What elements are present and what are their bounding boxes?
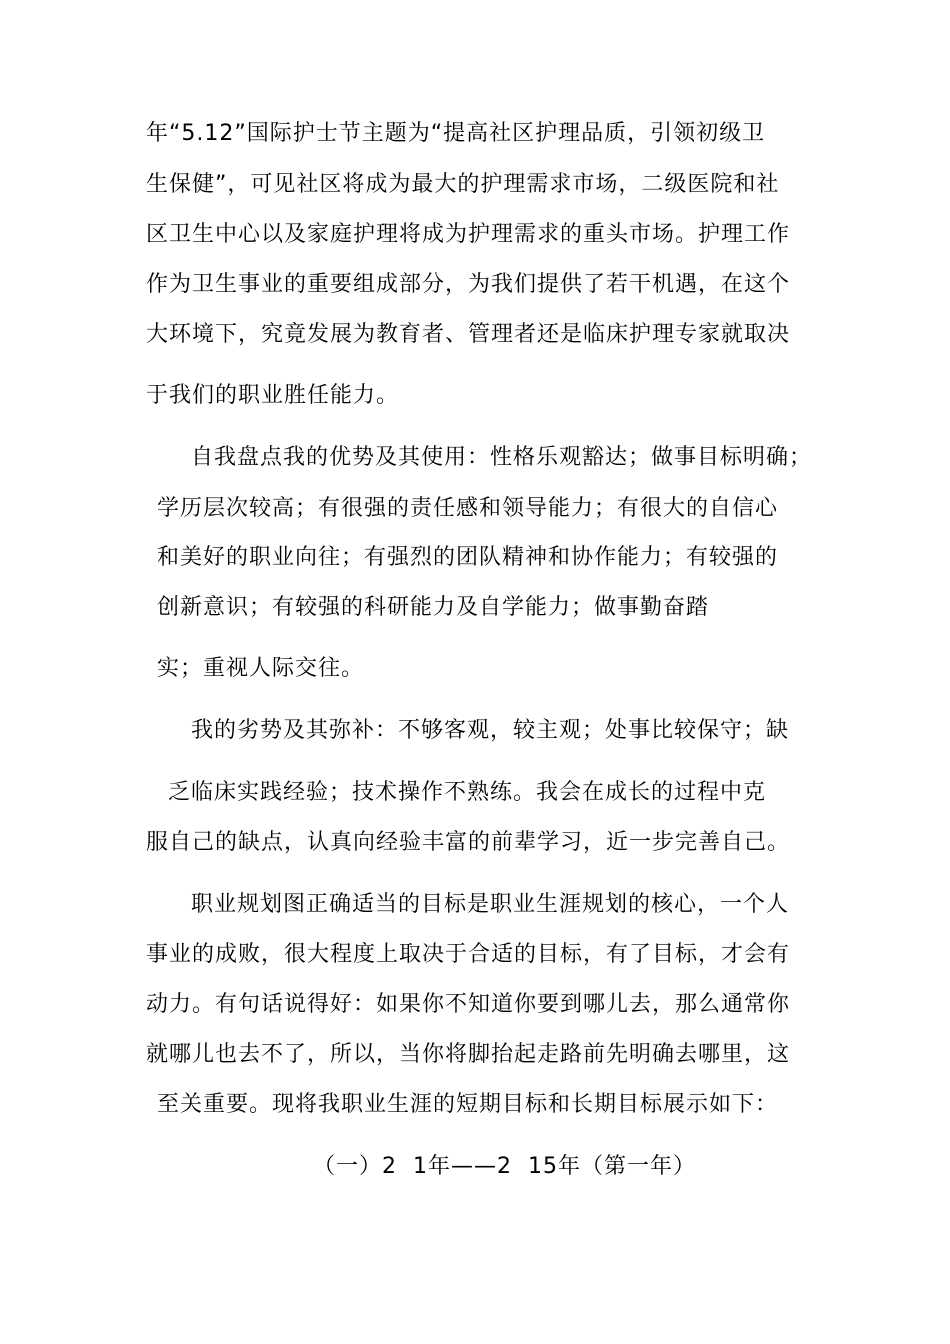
text-line: 就哪儿也去不了，所以，当你将脚抬起走路前先明确去哪里，这 xyxy=(146,1042,791,1067)
text-line: 作为卫生事业的重要组成部分，为我们提供了若干机遇，在这个 xyxy=(146,272,791,297)
text-line: 自我盘点我的优势及其使用：性格乐观豁达；做事目标明确； xyxy=(191,445,813,470)
text-line: 事业的成败，很大程度上取决于合适的目标，有了目标，才会有 xyxy=(146,942,791,967)
text-line: 生保健”，可见社区将成为最大的护理需求市场，二级医院和社 xyxy=(146,172,780,197)
text-line: 于我们的职业胜任能力。 xyxy=(146,383,400,408)
text-line: 至关重要。现将我职业生涯的短期目标和长期目标展示如下： xyxy=(157,1092,779,1117)
text-line: 乏临床实践经验；技术操作不熟练。我会在成长的过程中克 xyxy=(168,780,767,805)
section-heading: （一）2 1年——2 15年（第一年） xyxy=(313,1154,696,1179)
text-line: 我的劣势及其弥补：不够客观，较主观；处事比较保守；缺 xyxy=(191,718,790,743)
text-line: 和美好的职业向往；有强烈的团队精神和协作能力；有较强的 xyxy=(157,545,779,570)
text-line: 大环境下，究竟发展为教育者、管理者还是临床护理专家就取决 xyxy=(146,322,791,347)
text-line: 年“5.12”国际护士节主题为“提高社区护理品质，引领初级卫 xyxy=(146,121,766,146)
text-line: 职业规划图正确适当的目标是职业生涯规划的核心，一个人 xyxy=(191,892,790,917)
text-line: 实；重视人际交往。 xyxy=(157,656,365,681)
text-line: 服自己的缺点，认真向经验丰富的前辈学习，近一步完善自己。 xyxy=(146,830,791,855)
text-line: 学历层次较高；有很强的责任感和领导能力；有很大的自信心 xyxy=(157,496,779,521)
text-line: 区卫生中心以及家庭护理将成为护理需求的重头市场。护理工作 xyxy=(146,222,791,247)
text-line: 创新意识；有较强的科研能力及自学能力；做事勤奋踏 xyxy=(157,595,710,620)
text-line: 动力。有句话说得好：如果你不知道你要到哪儿去，那么通常你 xyxy=(146,992,791,1017)
